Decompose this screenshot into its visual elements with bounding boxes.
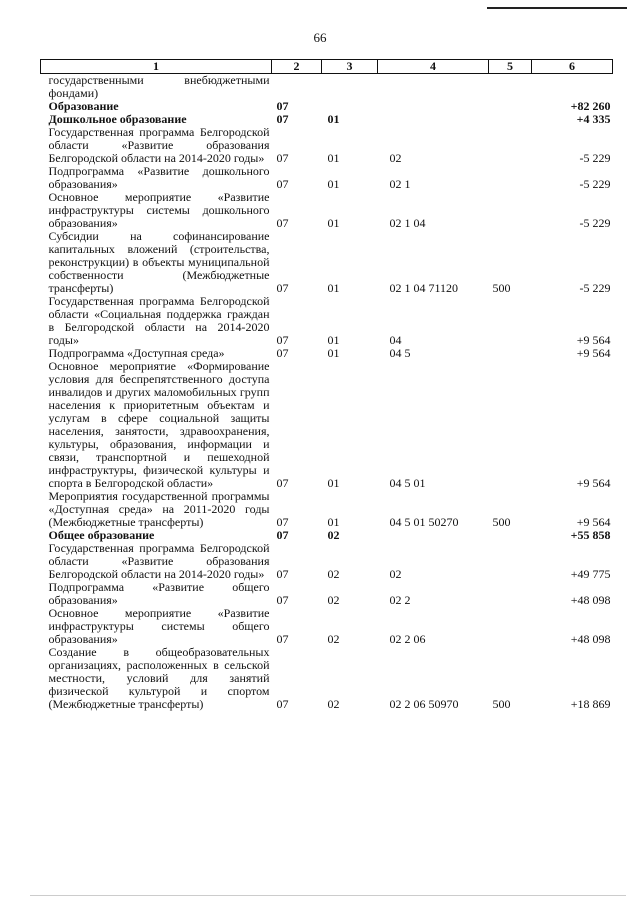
row-section-cell: 07: [276, 528, 289, 542]
row-target-article-cell: 02 1 04: [389, 216, 426, 230]
row-amount-cell: +55 858: [570, 528, 611, 542]
row-amount-cell: +48 098: [570, 632, 611, 646]
row-name-cell: Субсидии на софинансирование капитальных вложений (строительства, реконструкции) в объекты муниципальной собственности (Межбюджетные трансферты): [48, 229, 270, 295]
row-subsection-cell: 01: [327, 333, 340, 347]
row-name-cell: Дошкольное образование: [48, 112, 187, 126]
row-section-cell: 07: [276, 281, 289, 295]
row-amount-cell: -5 229: [579, 216, 611, 230]
row-name-cell: Основное мероприятие «Развитие инфраструктуры системы общего образования»: [48, 606, 270, 646]
row-target-article-cell: [378, 529, 489, 542]
row-subsection-cell: 02: [327, 697, 340, 711]
table-row: [41, 126, 613, 165]
row-expense-type-cell: [489, 100, 532, 113]
column-header-target-article: 4: [378, 60, 489, 74]
row-section-cell: [272, 74, 322, 101]
row-target-article-cell: 04: [389, 333, 402, 347]
row-section-cell: 07: [276, 697, 289, 711]
row-name-cell: Подпрограмма «Развитие общего образования»: [48, 580, 270, 607]
row-expense-type-cell: [489, 295, 532, 347]
row-expense-type-cell: [489, 607, 532, 646]
row-amount-cell: +18 869: [570, 697, 611, 711]
row-name-cell: государственными внебюджетными фондами): [48, 73, 270, 100]
column-header-expense-type: 5: [489, 60, 532, 74]
row-target-article-cell: 02 2 06: [389, 632, 426, 646]
row-target-article-cell: 02 2 06 50970: [389, 697, 459, 711]
row-name-cell: Общее образование: [48, 528, 155, 542]
column-header-section: 2: [272, 60, 322, 74]
row-expense-type-cell: 500: [492, 281, 511, 295]
row-section-cell: 07: [276, 151, 289, 165]
row-expense-type-cell: [489, 347, 532, 360]
row-name-cell: Основное мероприятие «Формирование условия для беспрепятственного доступа инвалидов и других маломобильных групп населения к приоритетным объектам и услугам в сфере социальной защиты населения, занятости, здравоохранения, культуры, образования, информации и связи, транспортной и пешеходной инфраструктуры, физической культуры и спорта в Белгородской области»: [48, 359, 270, 490]
table-row: [41, 581, 613, 607]
row-target-article-cell: 04 5: [389, 346, 411, 360]
row-expense-type-cell: [489, 191, 532, 230]
row-amount-cell: -5 229: [579, 151, 611, 165]
row-target-article-cell: 02: [389, 567, 402, 581]
row-section-cell: 07: [276, 177, 289, 191]
row-target-article-cell: 02 2: [389, 593, 411, 607]
row-name-cell: Государственная программа Белгородской области «Развитие образования Белгородской области на 2014-2020 годы»: [48, 125, 270, 165]
row-amount-cell: +49 775: [570, 567, 611, 581]
row-subsection-cell: 02: [327, 567, 340, 581]
row-name-cell: Государственная программа Белгородской области «Социальная поддержка граждан в Белгородской области на 2014-2020 годы»: [48, 294, 270, 347]
row-name-cell: Государственная программа Белгородской области «Развитие образования Белгородской области на 2014-2020 годы»: [48, 541, 270, 581]
row-section-cell: 07: [276, 99, 289, 113]
column-header-amount: 6: [532, 60, 613, 74]
row-subsection-cell: 01: [327, 476, 340, 490]
row-subsection-cell: 01: [327, 112, 340, 126]
row-subsection-cell: [322, 74, 378, 101]
row-amount-cell: +82 260: [570, 99, 611, 113]
row-target-article-cell: 04 5 01 50270: [389, 515, 459, 529]
row-amount-cell: -5 229: [579, 177, 611, 191]
row-amount-cell: +9 564: [576, 333, 611, 347]
table-row: [41, 295, 613, 347]
row-target-article-cell: 04 5 01: [389, 476, 426, 490]
row-section-cell: 07: [276, 632, 289, 646]
row-name-cell: Подпрограмма «Развитие дошкольного образования»: [48, 164, 270, 191]
row-expense-type-cell: 500: [492, 515, 511, 529]
table-row: [41, 542, 613, 581]
row-target-article-cell: 02 1 04 71120: [389, 281, 459, 295]
row-target-article-cell: [378, 74, 489, 101]
row-section-cell: 07: [276, 593, 289, 607]
row-amount-cell: -5 229: [579, 281, 611, 295]
table-row: [41, 646, 613, 711]
row-subsection-cell: 02: [327, 632, 340, 646]
row-expense-type-cell: [489, 74, 532, 101]
column-header-subsection: 3: [322, 60, 378, 74]
row-target-article-cell: [378, 113, 489, 126]
table-header-row: [41, 60, 613, 74]
table-row: [41, 74, 613, 101]
row-amount-cell: +9 564: [576, 346, 611, 360]
row-section-cell: 07: [276, 216, 289, 230]
row-section-cell: 07: [276, 346, 289, 360]
row-subsection-cell: 01: [327, 177, 340, 191]
row-target-article-cell: 02: [389, 151, 402, 165]
row-subsection-cell: 01: [327, 216, 340, 230]
table-row: [41, 230, 613, 295]
row-amount-cell: +9 564: [576, 515, 611, 529]
row-subsection-cell: 01: [327, 515, 340, 529]
row-name-cell: Образование: [48, 99, 119, 113]
row-amount-cell: [532, 74, 613, 101]
row-subsection-cell: 01: [327, 151, 340, 165]
row-expense-type-cell: [489, 113, 532, 126]
budget-table: [40, 59, 613, 711]
row-amount-cell: +9 564: [576, 476, 611, 490]
table-body: [41, 74, 613, 712]
row-expense-type-cell: [489, 529, 532, 542]
row-name-cell: Подпрограмма «Доступная среда»: [48, 346, 225, 360]
row-subsection-cell: 02: [327, 593, 340, 607]
table-row: [41, 607, 613, 646]
row-name-cell: Основное мероприятие «Развитие инфраструктуры системы дошкольного образования»: [48, 190, 270, 230]
row-expense-type-cell: [489, 126, 532, 165]
row-expense-type-cell: [489, 360, 532, 490]
row-subsection-cell: 01: [327, 346, 340, 360]
row-target-article-cell: 02 1: [389, 177, 411, 191]
top-edge-line: [487, 7, 627, 9]
row-expense-type-cell: [489, 165, 532, 191]
table-row: [41, 490, 613, 529]
row-expense-type-cell: 500: [492, 697, 511, 711]
row-name-cell: Создание в общеобразовательных организациях, расположенных в сельской местности, условий для занятий физической культурой и спортом (Межбюджетные трансферты): [48, 645, 270, 711]
row-amount-cell: +4 335: [576, 112, 611, 126]
row-section-cell: 07: [276, 333, 289, 347]
row-subsection-cell: 01: [327, 281, 340, 295]
row-target-article-cell: [378, 100, 489, 113]
row-subsection-cell: 02: [327, 528, 340, 542]
table-row: [41, 360, 613, 490]
row-amount-cell: +48 098: [570, 593, 611, 607]
bottom-edge-line: [30, 895, 626, 896]
page-number: 66: [313, 30, 327, 45]
row-expense-type-cell: [489, 542, 532, 581]
row-section-cell: 07: [276, 567, 289, 581]
row-section-cell: 07: [276, 476, 289, 490]
row-name-cell: Мероприятия государственной программы «Доступная среда» на 2011-2020 годы (Межбюджетные трансферты): [48, 489, 270, 529]
row-expense-type-cell: [489, 581, 532, 607]
table-row: [41, 191, 613, 230]
table-row: [41, 165, 613, 191]
column-header-name: 1: [41, 60, 272, 74]
row-section-cell: 07: [276, 112, 289, 126]
row-section-cell: 07: [276, 515, 289, 529]
